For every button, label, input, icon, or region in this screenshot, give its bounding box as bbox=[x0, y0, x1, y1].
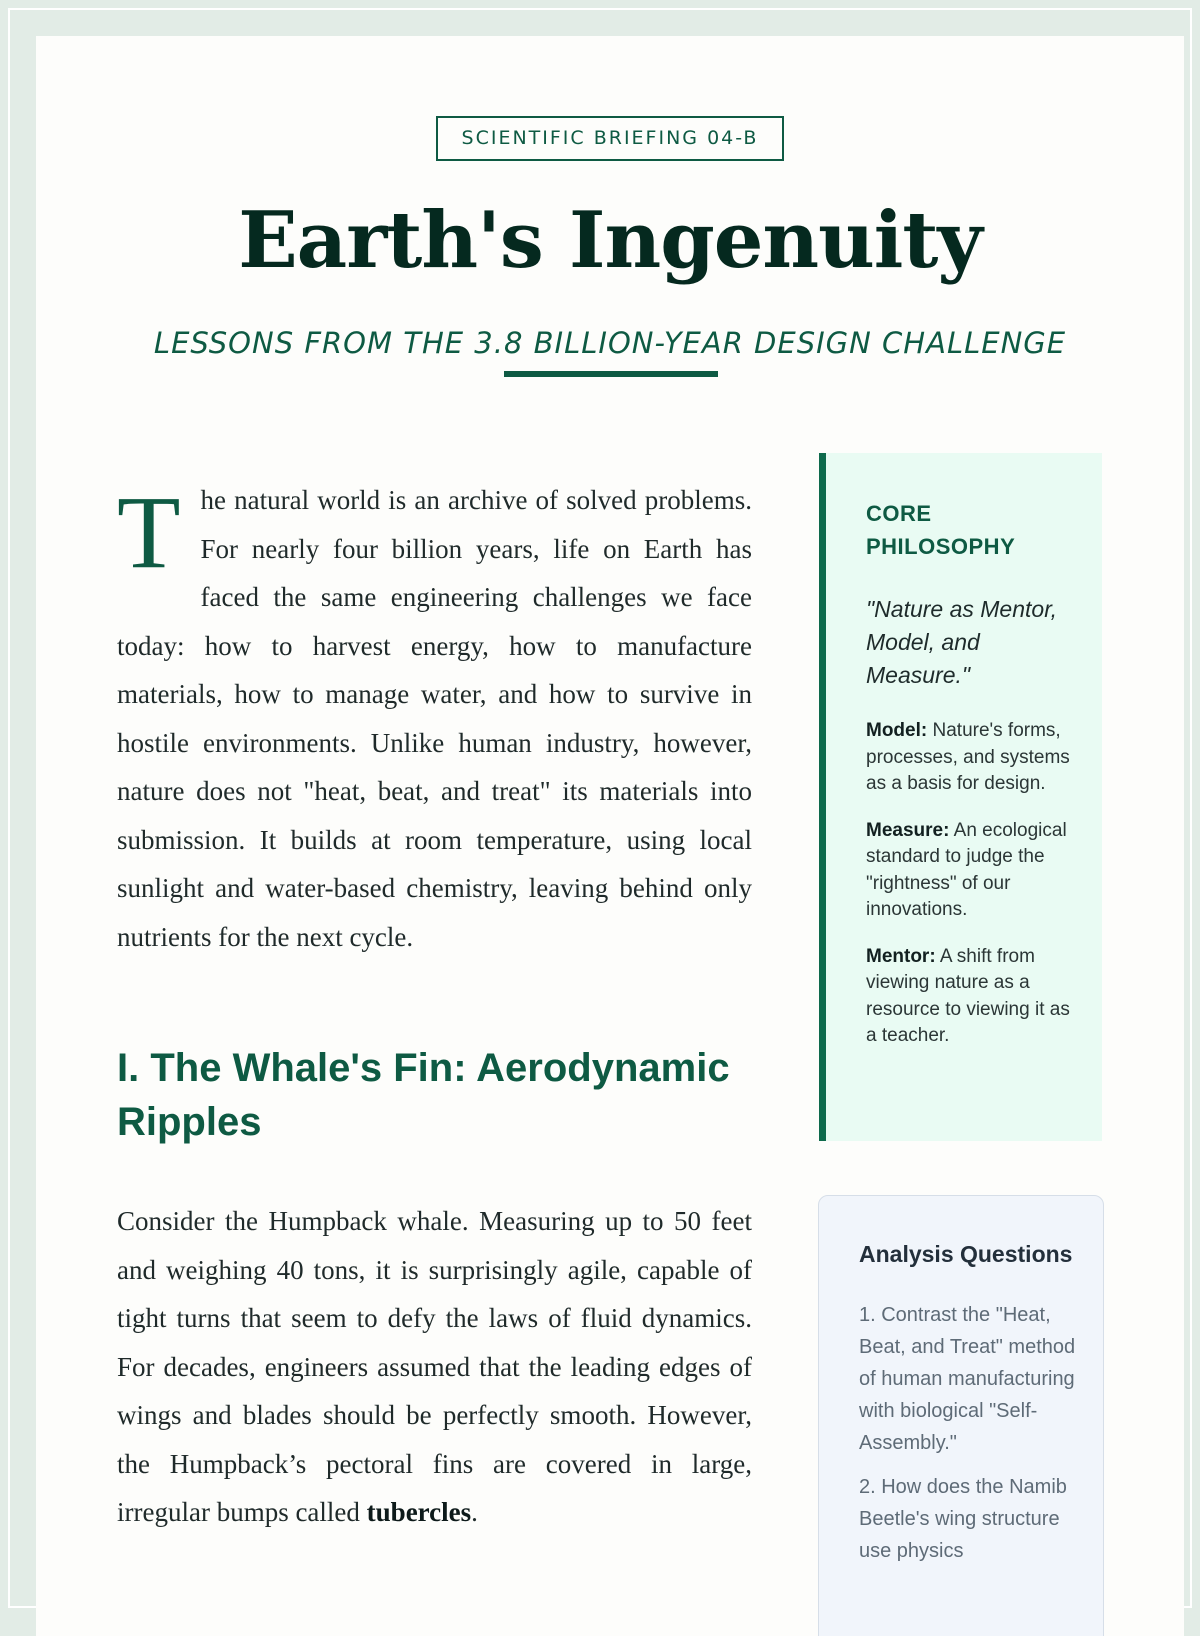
section-heading: I. The Whale's Fin: Aerodynamic Ripples bbox=[117, 1046, 730, 1144]
page-subtitle: LESSONS FROM THE 3.8 BILLION-YEAR DESIGN CHALLENGE bbox=[153, 326, 1067, 360]
drop-cap: T bbox=[117, 475, 181, 590]
philosophy-term: Measure: bbox=[866, 819, 950, 841]
analysis-questions-card bbox=[818, 1195, 1104, 1636]
intro-paragraph bbox=[117, 476, 752, 961]
philosophy-text: Nature's forms, processes, and systems as a basis for design. bbox=[866, 720, 1070, 794]
badge-wrap bbox=[36, 116, 1184, 161]
philosophy-item bbox=[866, 818, 1082, 924]
philosophy-item bbox=[866, 944, 1082, 1050]
philosophy-text: A shift from viewing nature as a resource to viewing it as a teacher. bbox=[866, 945, 1070, 1046]
bold-term: tubercles bbox=[366, 1497, 472, 1527]
philosophy-term: Model: bbox=[866, 720, 928, 741]
philosophy-heading: CORE PHILOSOPHY bbox=[866, 501, 1016, 559]
analysis-heading: Analysis Questions bbox=[859, 1241, 1073, 1267]
section-end: . bbox=[471, 1497, 478, 1527]
title-divider bbox=[504, 371, 718, 377]
document-sheet bbox=[36, 36, 1184, 1636]
philosophy-text: An ecological standard to judge the "rightness" of our innovations. bbox=[866, 819, 1067, 920]
page-title: Earth's Ingenuity bbox=[238, 195, 982, 286]
page-frame bbox=[8, 8, 1192, 1608]
section-paragraph bbox=[117, 1197, 752, 1537]
philosophy-quote: "Nature as Mentor, Model, and Measure." bbox=[866, 596, 1057, 688]
philosophy-term: Mentor: bbox=[866, 945, 936, 967]
main-column bbox=[117, 476, 752, 1537]
section-text: Consider the Humpback whale. Measuring up to 50 feet and weighing 40 tons, it is surprisingly agile, capable of tight turns that seem to defy the laws of fluid dynamics. For decades, engineers assumed that the leading edges of wings and blades should be perfectly smooth. However, the Humpback’s pectoral fins are covered in large, irregular bumps called bbox=[117, 1206, 752, 1527]
intro-text: he natural world is an archive of solved problems. For nearly four billion years, life on Earth has faced the same engineering challenges we face today: how to harvest energy, how to manufacture materials, how to manage water, and how to survive in hostile environments. Unlike human industry, however, nature does not "heat, beat, and treat" its materials into submission. It builds at room temperature, using local sunlight and water-based chemistry, leaving behind only nutrients for the next cycle. bbox=[117, 485, 752, 952]
core-philosophy-sidebar bbox=[819, 453, 1102, 1141]
briefing-badge: SCIENTIFIC BRIEFING 04-B bbox=[436, 116, 785, 161]
analysis-question: 1. Contrast the "Heat, Beat, and Treat" method of human manufacturing with biological "Self-Assembly." bbox=[859, 1304, 1076, 1454]
analysis-question: 2. How does the Namib Beetle's wing structure use physics bbox=[859, 1476, 1067, 1562]
philosophy-item bbox=[866, 718, 1082, 798]
